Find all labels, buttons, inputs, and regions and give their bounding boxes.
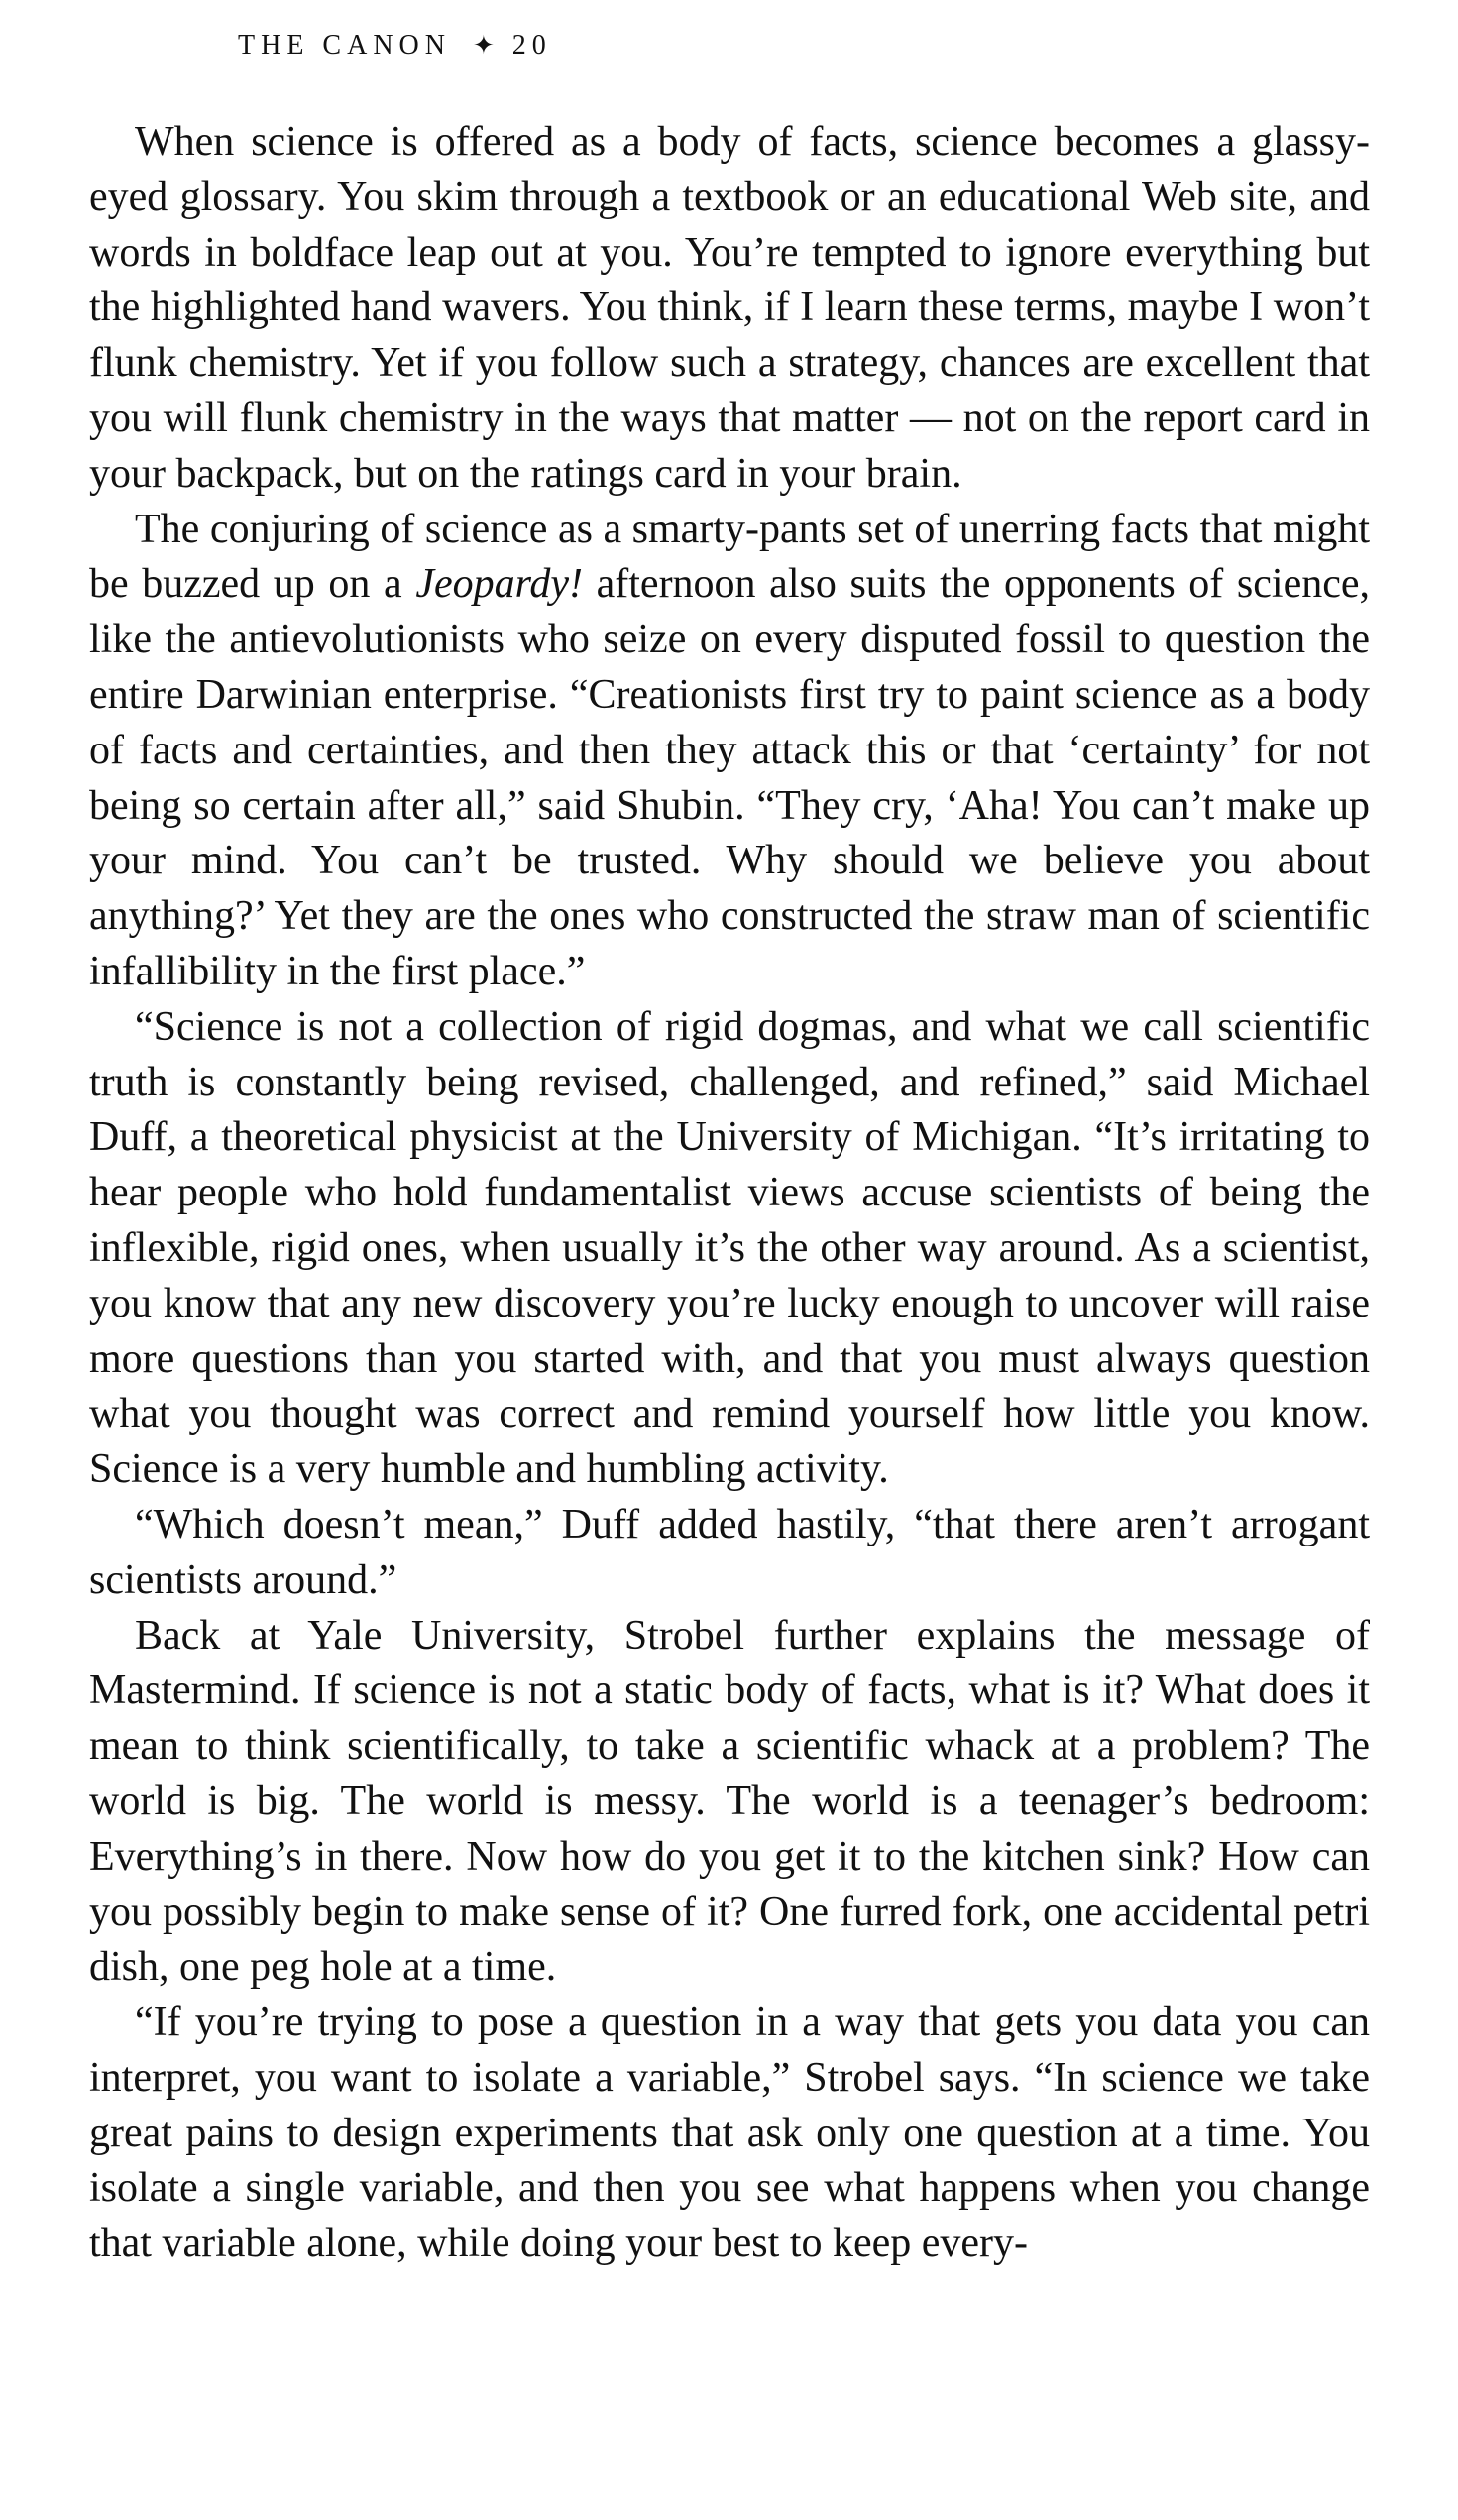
paragraph-4: “Which doesn’t mean,” Duff added hastily, “that there aren’t arrogant scientists around.” <box>89 1501 1370 1603</box>
paragraph-2 <box>89 503 1370 1000</box>
paragraph-1: When science is offered as a body of facts, science becomes a glassy-eyed glossary. You skim through a textbook or an educational Web site, and words in boldface leap out at you. You’re tempted to ignore everything but the highlighted hand wavers. You think, if I learn these terms, maybe I won’t flunk chemistry. Yet if you follow such a strategy, chances are excellent that you will flunk chemistry in the ways that matter — not on the report card in your backpack, but on the ratings card in your brain. <box>89 119 1370 497</box>
running-title: THE CANON <box>238 30 451 60</box>
jeopardy-title: Jeopardy! <box>415 561 584 608</box>
paragraph-5: Back at Yale University, Strobel further explains the message of Mastermind. If science is not a static body of facts, what is it? What does it mean to think scientifically, to take a scientific whack at a problem? The world is big. The world is messy. The world is a teenager’s bedroom: Everything’s in there. Now how do you get it to the kitchen sink? How can you possibly begin to make sense of it? One furred fork, one accidental petri dish, one peg hole at a time. <box>89 1612 1370 1991</box>
paragraph-3: “Science is not a collection of rigid dogmas, and what we call scientific truth is constantly being revised, challenged, and refined,” said Michael Duff, a theoretical physicist at the University of Michigan. “It’s irritating to hear people who hold fundamentalist views accuse scientists of being the inflexible, rigid ones, when usually it’s the other way around. As a scientist, you know that any new discovery you’re lucky enough to uncover will raise more questions than you started with, and that you must always question what you thought was correct and remind yourself how little you know. Science is a very humble and humbling activity. <box>89 1003 1370 1493</box>
body-text <box>89 115 1370 2272</box>
paragraph-2-part-1: The conjuring of science as a smarty-pants set of unerring facts that might be buzzed up on a <box>89 506 1370 608</box>
paragraph-2-part-2: afternoon also suits the opponents of science, like the antievolutionists who seize on every disputed fossil to question the entire Darwinian enterprise. “Creationists first try to paint science as a body of facts and certainties, and then they attack this or that ‘certainty’ for not being so certain after all,” said Shubin. “They cry, ‘Aha! You can’t make up your mind. You can’t be trusted. Why should we believe you about anything?’ Yet they are the ones who constructed the straw man of scientific infallibility in the first place.” <box>89 561 1370 994</box>
paragraph-6: “If you’re trying to pose a question in a way that gets you data you can interpret, you want to isolate a variable,” Strobel says. “In science we take great pains to design experiments that ask only one question at a time. You isolate a single variable, and then you see what happens when you change that variable alone, while doing your best to keep every- <box>89 2000 1370 2267</box>
page-number: 20 <box>511 30 552 60</box>
ornament-icon: ✦ <box>473 31 495 59</box>
running-head <box>238 30 552 61</box>
